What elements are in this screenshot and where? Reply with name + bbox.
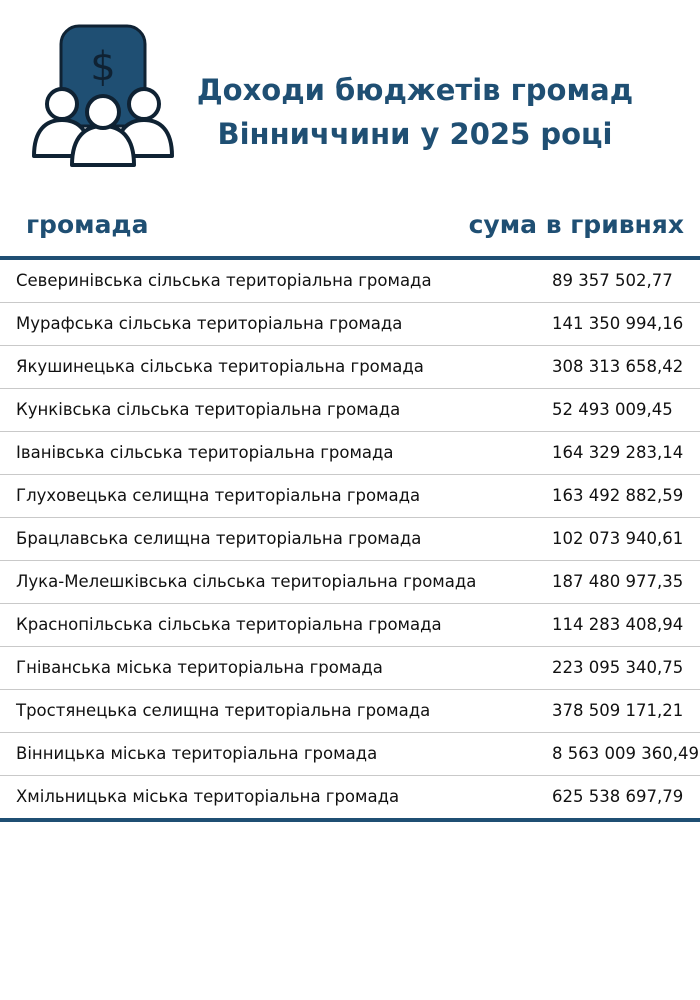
revenue-amount: 187 480 977,35	[552, 572, 684, 591]
page-title-line-1: Доходи бюджетів громад	[196, 73, 634, 107]
community-name: Глуховецька селищна територіальна громада	[16, 486, 421, 505]
revenue-amount: 308 313 658,42	[552, 357, 684, 376]
revenue-amount: 89 357 502,77	[552, 271, 673, 290]
table-row	[0, 690, 700, 733]
revenue-amount: 163 492 882,59	[552, 486, 684, 505]
revenue-amount: 8 563 009 360,49	[552, 744, 699, 763]
dollar-symbol: $	[90, 44, 116, 90]
revenue-amount: 378 509 171,21	[552, 701, 684, 720]
budget-table	[0, 260, 700, 822]
table-row	[0, 432, 700, 475]
revenue-amount: 625 538 697,79	[552, 787, 684, 806]
table-row	[0, 346, 700, 389]
table-row	[0, 303, 700, 346]
revenue-amount: 141 350 994,16	[552, 314, 684, 333]
community-name: Тростянецька селищна територіальна громада	[16, 701, 431, 720]
table-row	[0, 647, 700, 690]
table-row	[0, 518, 700, 561]
revenue-amount: 102 073 940,61	[552, 529, 684, 548]
community-name: Хмільницька міська територіальна громада	[16, 787, 400, 806]
community-name: Мурафська сільська територіальна громада	[16, 314, 403, 333]
column-header-amount: сума в гривнях	[468, 210, 684, 239]
community-name: Брацлавська селищна територіальна громада	[16, 529, 422, 548]
table-row	[0, 776, 700, 822]
community-name: Краснопільська сільська територіальна громада	[16, 615, 442, 634]
table-row	[0, 260, 700, 303]
community-name: Іванівська сільська територіальна громада	[16, 443, 394, 462]
community-name: Гніванська міська територіальна громада	[16, 658, 383, 677]
table-row	[0, 733, 700, 776]
column-header-name: громада	[26, 210, 149, 239]
community-name: Кунківська сільська територіальна громада	[16, 400, 401, 419]
page-title	[180, 68, 650, 156]
table-row	[0, 604, 700, 647]
revenue-amount: 223 095 340,75	[552, 658, 684, 677]
page-title-line-2: Вінниччини у 2025 році	[217, 117, 613, 151]
community-name: Якушинецька сільська територіальна громада	[16, 357, 424, 376]
table-row	[0, 561, 700, 604]
table-row	[0, 389, 700, 432]
community-name: Вінницька міська територіальна громада	[16, 744, 378, 763]
revenue-amount: 52 493 009,45	[552, 400, 673, 419]
community-name: Северинівська сільська територіальна громада	[16, 271, 432, 290]
revenue-amount: 114 283 408,94	[552, 615, 684, 634]
table-row	[0, 475, 700, 518]
revenue-amount: 164 329 283,14	[552, 443, 684, 462]
community-money-icon	[28, 22, 178, 170]
community-name: Лука-Мелешківська сільська територіальна громада	[16, 572, 477, 591]
